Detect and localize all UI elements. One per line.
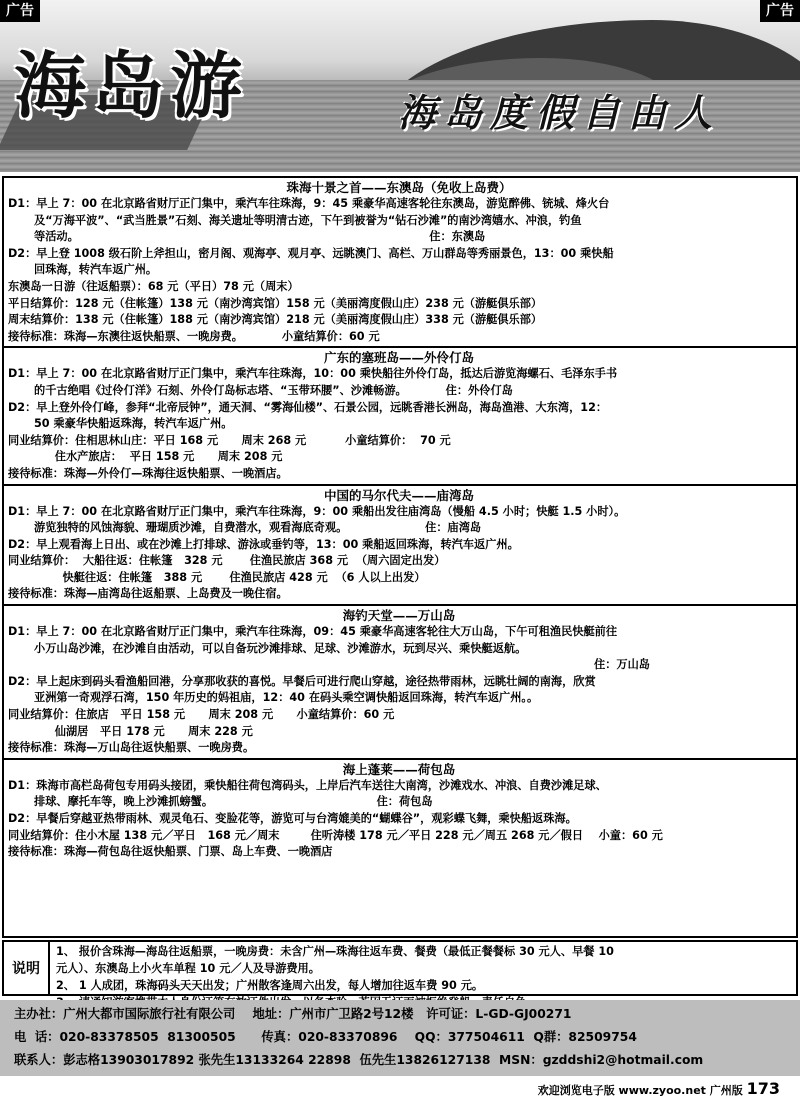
itinerary-line: D1：珠海市高栏岛荷包专用码头接团，乘快船往荷包湾码头，上岸后汽车送往大南湾，沙滩戏水、冲浪、自费沙滩足球、 — [8, 778, 607, 792]
tour-listings — [2, 176, 798, 938]
page-footer — [0, 1078, 800, 1100]
itinerary-line: 50 乘豪华快船返珠海，转汽车返广州。 — [34, 417, 233, 431]
note-line: 元人）、东澳岛上小火车单程 10 元／人及导游费用。 — [56, 962, 320, 975]
section-title: 海钓天堂——万山岛 — [342, 608, 456, 624]
itinerary-line: 接待标准：珠海—外伶仃—珠海往返快船票、一晚酒店。 — [8, 466, 288, 480]
itinerary-line: 等活动。 住：东澳岛 — [34, 230, 486, 244]
note-line: 1、 报价含珠海—海岛往返船票，一晚房费：未含广州—珠海往返车费、餐费（最低正餐餐标 30 元人、早餐 10 — [56, 945, 614, 958]
itinerary-line: 及“万海平波”、“武当胜景”石刻、海关遗址等明清古迹，下午到被誉为“钻石沙滩”的南沙湾嬉水、冲浪，钓鱼 — [34, 213, 582, 227]
banner — [0, 0, 800, 172]
itinerary-line: 周末结算价：138 元（住帐篷）188 元（南沙湾宾馆）218 元（美丽湾度假山庄）338 元（游艇俱乐部） — [8, 313, 543, 327]
itinerary-line: D1：早上 7：00 在北京路省财厅正门集中，乘汽车往珠海，10：00 乘快船往外伶仃岛，抵达后游览海螺石、毛泽东手书 — [8, 367, 618, 381]
note-line: 2、 1 人成团，珠海码头天天出发；广州散客逢周六出发，每人增加往返车费 90 元。 — [56, 979, 484, 992]
tour-section — [4, 348, 796, 485]
ad-label-right: 广告 — [760, 0, 800, 22]
itinerary-line: D1：早上 7：00 在北京路省财厅正门集中，乘汽车往珠海，9：45 乘豪华高速客轮往东澳岛，游览醉佛、铳城、烽火台 — [8, 197, 610, 210]
organizer-footer — [0, 1000, 800, 1076]
itinerary-line: 住：万山岛 — [594, 658, 650, 672]
notes-label: 说明 — [4, 942, 50, 994]
notes-body — [50, 942, 796, 994]
tour-section — [4, 760, 796, 862]
ad-label-left: 广告 — [0, 0, 40, 22]
itinerary-line: 平日结算价：128 元（住帐篷）138 元（南沙湾宾馆）158 元（美丽湾度假山庄）238 元（游艇俱乐部） — [8, 296, 543, 310]
tour-section — [4, 606, 796, 760]
itinerary-line: 接待标准：珠海—庙湾岛往返船票、上岛费及一晚住宿。 — [8, 587, 288, 601]
page-number: 173 — [746, 1079, 780, 1098]
website-text: 欢迎浏览电子版 www.zyoo.net 广州版 — [537, 1084, 743, 1097]
itinerary-line: 东澳岛一日游（往返船票）：68 元（平日）78 元（周末） — [8, 279, 299, 293]
contact-line: 联系人：彭志格13903017892 张先生13133264 22898 伍先生13826127138 MSN：gzddshi2@hotmail.com — [14, 1053, 704, 1067]
section-title: 广东的塞班岛——外伶仃岛 — [323, 350, 474, 366]
itinerary-line: D2：早餐后穿越亚热带雨林、观灵龟石、变脸花等，游览可与台湾媲美的“蝴蝶谷”，观彩蝶飞舞，乘快船返珠海。 — [8, 812, 577, 825]
itinerary-line: D2：早上登外伶仃峰，参拜“北帝辰钟”，通天洞、“雾海仙楼”、石景公园，远眺香港长洲岛，海岛渔港、大东湾，12： — [8, 400, 608, 414]
banner-title: 海岛游 — [14, 43, 249, 128]
tour-section — [4, 486, 796, 607]
notes-box — [2, 940, 798, 996]
itinerary-line: 接待标准：珠海—万山岛往返快船票、一晚房费。 — [8, 741, 255, 755]
itinerary-line: 同业结算价：住旅店 平日 158 元 周末 208 元 小童结算价：60 元 — [8, 708, 395, 722]
itinerary-line: 的千古绝唱《过伶仃洋》石刻、外伶仃岛标志塔、“玉带环腰”、沙滩畅游。 住：外伶仃岛 — [34, 383, 513, 397]
itinerary-line: 同业结算价：住小木屋 138 元／平日 168 元／周末 住听涛楼 178 元／平日 228 元／周五 268 元／假日 小童：60 元 — [8, 828, 663, 842]
itinerary-line: 游览独特的风蚀海貌、珊瑚质沙滩，自费潜水，观看海底奇观。 住：庙湾岛 — [34, 521, 482, 535]
itinerary-line: 排球、摩托车等，晚上沙滩抓螃蟹。 住：荷包岛 — [34, 795, 433, 809]
phone-line: 电 话：020-83378505 81300505 传真：020-83370896 QQ：377504611 Q群：82509754 — [14, 1030, 637, 1044]
organizer-line: 主办社：广州大都市国际旅行社有限公司 地址：广州市广卫路2号12楼 许可证：L-GD-GJ00271 — [14, 1007, 572, 1021]
banner-subtitle: 海岛度假自由人 — [398, 90, 721, 135]
itinerary-line: D2：早上登 1008 级石阶上斧担山，密月阁、观海亭、观月亭、远眺澳门、高栏、万山群岛等秀丽景色，13：00 乘快船 — [8, 246, 614, 260]
tour-section — [4, 178, 796, 348]
section-title: 中国的马尔代夫——庙湾岛 — [323, 487, 474, 503]
itinerary-line: 接待标准：珠海—荷包岛往返快船票、门票、岛上车费、一晚酒店 — [8, 845, 333, 859]
itinerary-line: 回珠海，转汽车返广州。 — [34, 263, 158, 277]
itinerary-line: 同业结算价：住相思林山庄：平日 168 元 周末 268 元 小童结算价： 70 元 — [8, 433, 451, 447]
itinerary-line: 接待标准：珠海—东澳往返快船票、一晚房费。 小童结算价：60 元 — [8, 329, 380, 343]
itinerary-line: 仙湖居 平日 178 元 周末 228 元 — [8, 724, 253, 738]
itinerary-line: D1：早上 7：00 在北京路省财厅正门集中，乘汽车往珠海，9：00 乘船出发往庙湾岛（慢船 4.5 小时；快艇 1.5 小时）。 — [8, 504, 626, 518]
section-title: 珠海十景之首——东澳岛（免收上岛费） — [286, 180, 512, 195]
itinerary-line: 小万山岛沙滩，在沙滩自由活动，可以自备玩沙滩排球、足球、沙滩游水，玩到尽兴、乘快艇返航。 — [34, 641, 527, 655]
itinerary-line: 同业结算价： 大船往返：住帐篷 328 元 住渔民旅店 368 元 （周六固定出发） — [8, 554, 446, 568]
itinerary-line: D2：早上观看海上日出、或在沙滩上打排球、游泳或垂钓等，13：00 乘船返回珠海，转汽车返广州。 — [8, 537, 519, 551]
itinerary-line: D2：早上起床到码头看渔船回港，分享那收获的喜悦。早餐后可进行爬山穿越，途径热带雨林，远眺壮阔的南海，欣赏 — [8, 674, 596, 688]
itinerary-line: 快艇往返：住帐篷 388 元 住渔民旅店 428 元 （6 人以上出发） — [8, 570, 426, 584]
section-title: 海上蓬莱——荷包岛 — [342, 761, 456, 777]
itinerary-line: D1：早上 7：00 在北京路省财厅正门集中，乘汽车往珠海，09：45 乘豪华高速客轮往大万山岛，下午可租渔民快艇前往 — [8, 625, 618, 639]
itinerary-line: 亚洲第一奇观浮石湾，150 年历史的妈祖庙，12：40 在码头乘空调快船返回珠海，转汽车返广州。。 — [34, 691, 539, 705]
itinerary-line: 住水产旅店： 平日 158 元 周末 208 元 — [8, 450, 283, 464]
